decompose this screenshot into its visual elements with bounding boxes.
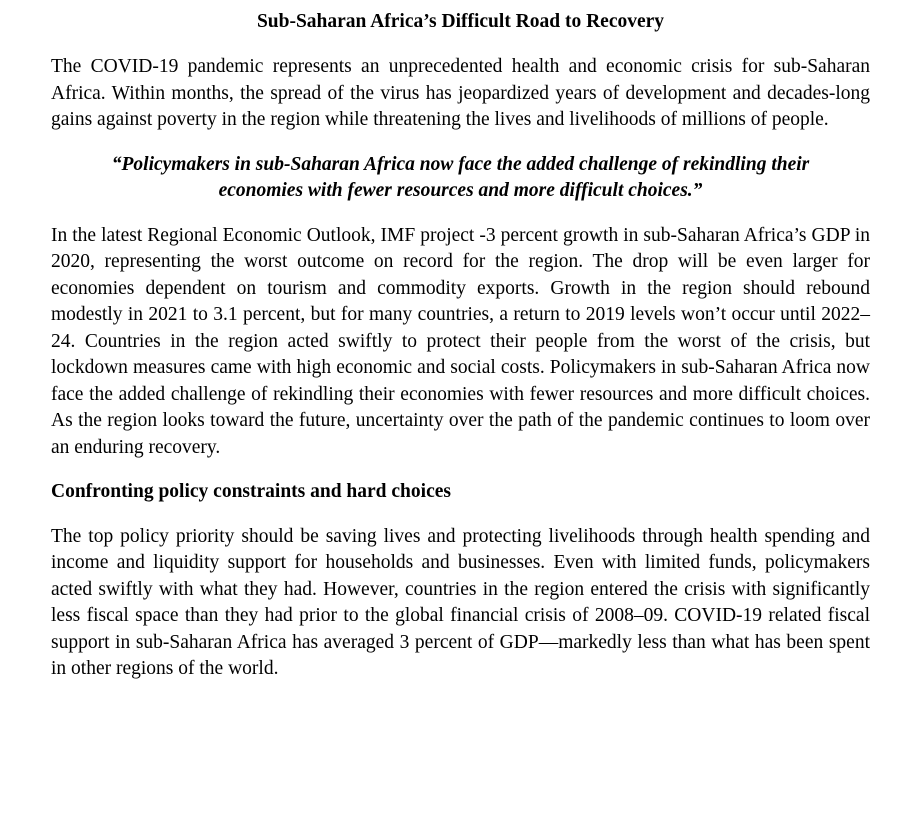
intro-paragraph: The COVID-19 pandemic represents an unprecedented health and economic crisis for sub-Saharan Africa. Within months, the spread of the virus has jeopardized years of development and decades-long gains against poverty in the region while threatening the lives and livelihoods of millions of people.	[51, 56, 870, 130]
pull-quote: “Policymakers in sub-Saharan Africa now face the added challenge of rekindling their economies with fewer resources and more difficult choices.”	[111, 153, 810, 201]
outlook-paragraph: In the latest Regional Economic Outlook, IMF project -3 percent growth in sub-Saharan Africa’s GDP in 2020, representing the worst outcome on record for the region. The drop will be even larger for economies dependent on tourism and commodity exports. Growth in the region should rebound modestly in 2021 to 3.1 percent, but for many countries, a return to 2019 levels won’t occur until 2022–24. Countries in the region acted swiftly to protect their people from the worst of the crisis, but lockdown measures came with high economic and social costs. Policymakers in sub-Saharan Africa now face the added challenge of rekindling their economies with fewer resources and more difficult choices. As the region looks toward the future, uncertainty over the path of the pandemic continues to loom over an enduring recovery.	[51, 224, 870, 458]
document-title: Sub-Saharan Africa’s Difficult Road to Recovery	[256, 11, 665, 32]
section-heading: Confronting policy constraints and hard choices	[51, 481, 451, 502]
policy-paragraph: The top policy priority should be saving lives and protecting livelihoods through health spending and income and liquidity support for households and businesses. Even with limited funds, policymakers acted swiftly with what they had. However, countries in the region entered the crisis with significantly less fiscal space than they had prior to the global financial crisis of 2008–09. COVID-19 related fiscal support in sub-Saharan Africa has averaged 3 percent of GDP—markedly less than what has been spent in other regions of the world.	[51, 525, 870, 679]
